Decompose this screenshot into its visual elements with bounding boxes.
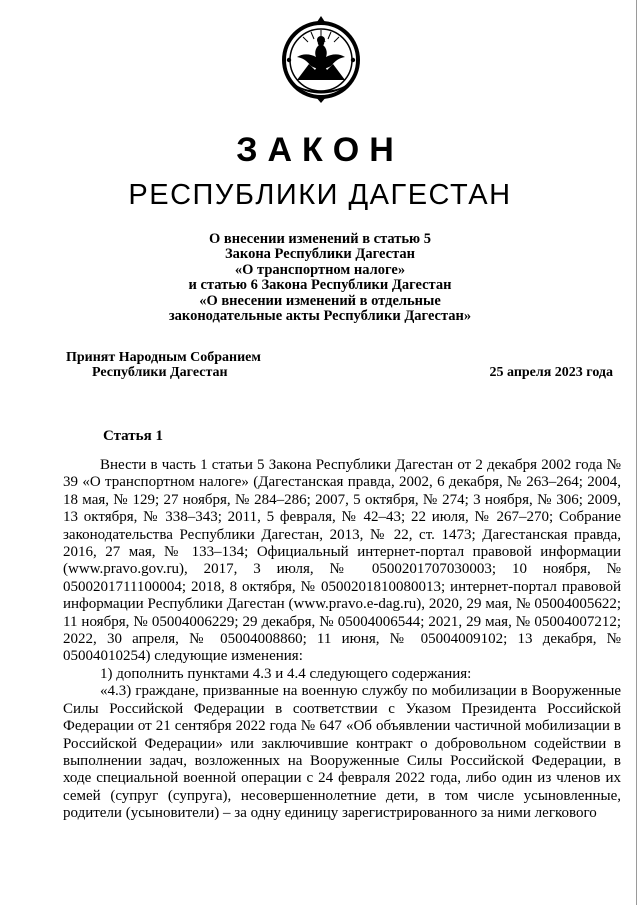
adopted-by-line: Принят Народным Собранием	[66, 350, 261, 365]
dagestan-coat-of-arms-emblem	[275, 10, 367, 106]
paragraph: 1) дополнить пунктами 4.3 и 4.4 следующего содержания:	[100, 665, 472, 682]
paragraph: Внести в часть 1 статьи 5 Закона Республики Дагестан от 2 декабря 2002 года № 39 «О транспортном налоге» (Дагестанская правда, 2002, 6 декабря, № 263–264; 2004, 18 мая, № 129; 27 ноября, № 284–286; 2007, 5 октября, № 274; 3 ноября, № 306; 2009, 13 октября, № 338–343; 2011, 5 февраля, № 42–43; 22 июля, № 267–270; Собрание законодательства Республики Дагестан, 2013, № 22, ст. 1473; Дагестанская правда, 2016, 27 мая, № 133–134; Официальный интернет-портал правовой информации (www.pravo.gov.ru), 2017, 3 июля, № 0500201707030003; 10 ноября, № 0500201711100004; 2018, 8 октября, № 0500201810080013; интернет-портал правовой информации Республики Дагестан (www.pravo.e-dag.ru), 2020, 29 мая, № 05004005622; 11 ноября, № 05004006229; 29 декабря, № 05004006544; 2021, 29 мая, № 05004007212; 2022, 30 апреля, № 05004008860; 11 июня, № 05004009102; 13 декабря, № 05004010254) следующие изменения:	[63, 457, 621, 665]
subject-line: законодательные акты Республики Дагестан»	[168, 308, 472, 325]
subject-line: Закона Республики Дагестан	[225, 246, 415, 263]
adoption-date: 25 апреля 2023 года	[489, 365, 613, 380]
adopted-by-line: Республики Дагестан	[92, 365, 228, 380]
law-title: ЗАКОН	[236, 131, 404, 169]
adopted-by-block	[66, 350, 261, 380]
scan-edge-line	[636, 0, 637, 905]
article-body	[63, 457, 621, 823]
article-heading: Статья 1	[103, 428, 163, 444]
paragraph: «4.3) граждане, призванные на военную службу по мобилизации в Вооруженные Силы Российской Федерации в соответствии с Указом Президента Российской Федерации от 21 сентября 2022 года № 647 «Об объявлении частичной мобилизации в Российской Федерации» или заключившие контракт о добровольном содействии в выполнении задач, возложенных на Вооруженные Силы Российской Федерации, в ходе специальной военной операции с 24 февраля 2022 года, либо один из членов их семей (супруг (супруга), несовершеннолетние дети, в том числе усыновленные, родители (усыновители) – за одну единицу зарегистрированного за ними легкового	[63, 683, 621, 822]
subject-line: «О транспортном налоге»	[234, 261, 406, 278]
law-subject	[0, 232, 640, 324]
subject-line: «О внесении изменений в отдельные	[199, 292, 441, 309]
subject-line: О внесении изменений в статью 5	[208, 231, 432, 247]
law-subtitle: РЕСПУБЛИКИ ДАГЕСТАН	[128, 179, 512, 211]
subject-line: и статью 6 Закона Республики Дагестан	[188, 277, 452, 294]
